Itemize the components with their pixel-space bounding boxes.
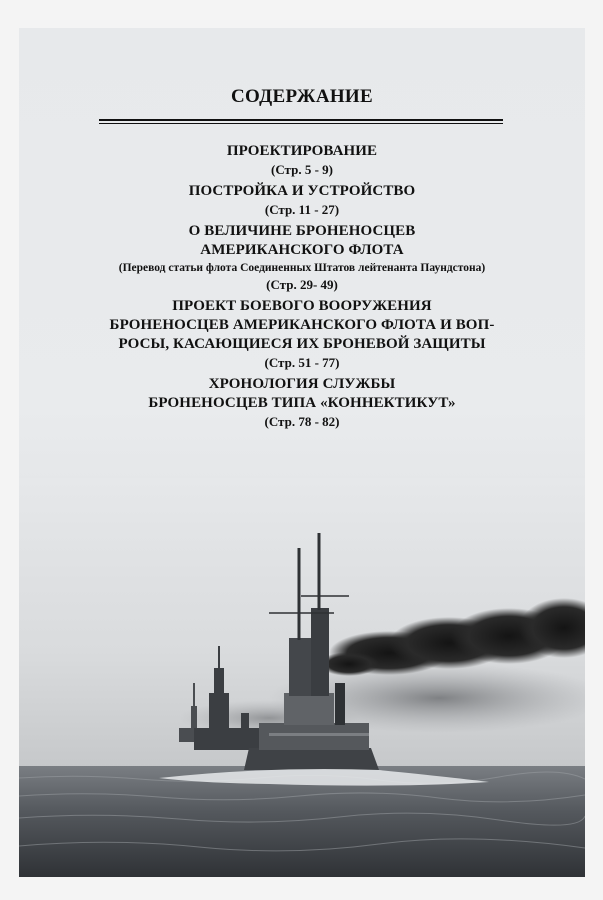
toc-entry-design xyxy=(19,142,585,179)
toc-entries xyxy=(19,142,585,434)
toc-entry-title: ПРОЕКТИРОВАНИЕ xyxy=(226,143,378,159)
page-title: СОДЕРЖАНИЕ xyxy=(231,86,373,107)
book-page xyxy=(19,28,585,877)
toc-entry-size xyxy=(19,222,585,294)
toc-entry-construction xyxy=(19,182,585,219)
toc-entry-title: ПОСТРОЙКА И УСТРОЙСТВО xyxy=(188,183,416,199)
toc-entry-title: ПРОЕКТ БОЕВОГО ВООРУЖЕНИЯ xyxy=(172,298,432,314)
toc-entry-note: (Перевод статьи флота Соединенных Штатов лейтенанта Паундстона) xyxy=(118,262,486,274)
title-rule-thick xyxy=(99,119,503,121)
toc-entry-title: О ВЕЛИЧИНЕ БРОНЕНОСЦЕВ xyxy=(188,223,416,239)
battleships-photo xyxy=(19,478,585,877)
toc-entry-title: БРОНЕНОСЦЕВ ТИПА «КОННЕКТИКУТ» xyxy=(148,395,456,411)
toc-entry-title: РОСЫ, КАСАЮЩИЕСЯ ИХ БРОНЕВОЙ ЗАЩИТЫ xyxy=(118,336,486,352)
toc-entry-pages: (Стр. 11 - 27) xyxy=(264,202,340,217)
toc-entry-armament xyxy=(19,297,585,372)
title-rule-thin xyxy=(99,123,503,124)
toc-entry-title: ХРОНОЛОГИЯ СЛУЖБЫ xyxy=(208,376,396,392)
toc-entry-title: БРОНЕНОСЦЕВ АМЕРИКАНСКОГО ФЛОТА И ВОП- xyxy=(109,317,495,333)
toc-entry-pages: (Стр. 51 - 77) xyxy=(264,355,340,370)
toc-entry-chronology xyxy=(19,375,585,431)
toc-entry-pages: (Стр. 78 - 82) xyxy=(264,414,340,429)
toc-entry-pages: (Стр. 5 - 9) xyxy=(271,162,333,177)
toc-entry-pages: (Стр. 29- 49) xyxy=(266,277,338,292)
toc-entry-title: АМЕРИКАНСКОГО ФЛОТА xyxy=(200,242,404,258)
